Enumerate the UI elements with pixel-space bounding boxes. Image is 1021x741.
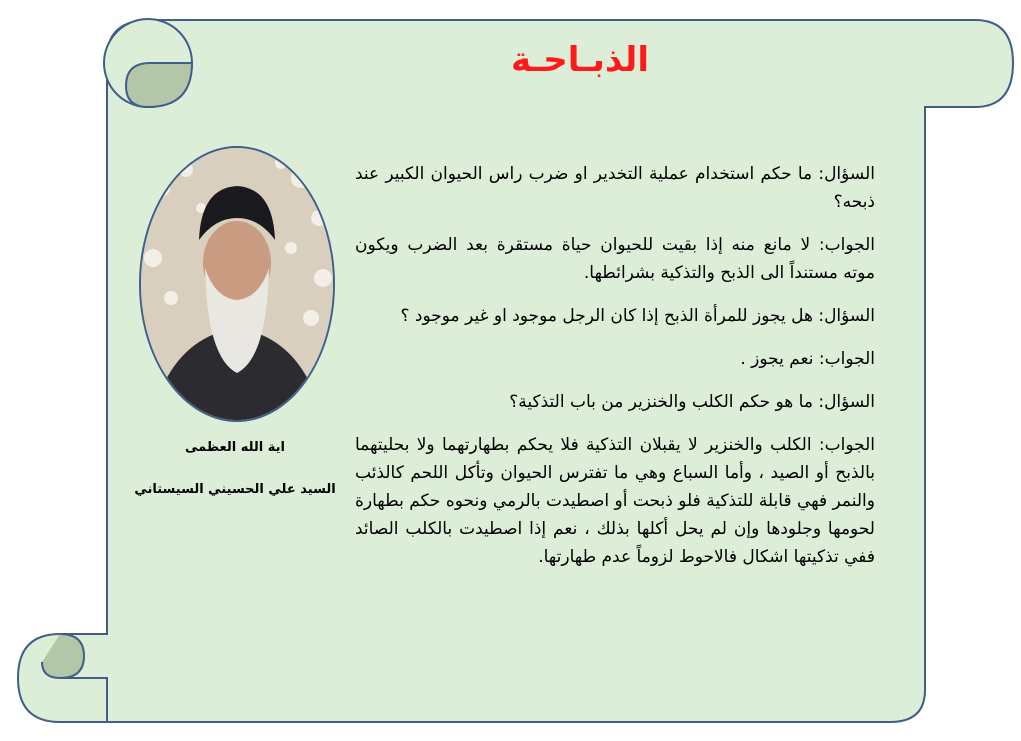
- page-title: الذبـاحـة: [511, 40, 649, 80]
- answer-3: الجواب: الكلب والخنزير لا يقبلان التذكية فلا يحكم بطهارتهما ولا بحليتهما بالذبح أو الصيد ، وأما السباع وهي ما تفترس الحيوان وتأكل اللحم كالذئب والنمر فهي قابلة للتذكية فلو ذبحت أو اصطيدت بالرمي ونحوه حكم بطهارة لحومها وجلودها وإن لم يحل أكلها بذلك ، نعم إذا اصطيدت بالكلب الصائد ففي تذكيتها اشكال فالاحوط لزوماً عدم طهارتها.: [355, 435, 875, 567]
- portrait-photo: [139, 146, 335, 422]
- question-1: السؤال: ما حكم استخدام عملية التخدير او ضرب راس الحيوان الكبير عند ذبحه؟: [355, 164, 875, 212]
- answer-1: الجواب: لا مانع منه إذا بقيت للحيوان حياة مستقرة بعد الضرب ويكون موته مستنداً الى الذبح والتذكية بشرائطها.: [355, 235, 875, 283]
- answer-2: الجواب: نعم يجوز .: [740, 349, 875, 369]
- question-3: السؤال: ما هو حكم الكلب والخنزير من باب التذكية؟: [509, 392, 875, 412]
- portrait-caption-name: السيد علي الحسيني السيستاني: [134, 482, 336, 497]
- qa-text-block: [355, 160, 875, 586]
- question-2: السؤال: هل يجوز للمرأة الذبح إذا كان الرجل موجود او غير موجود ؟: [400, 306, 875, 326]
- portrait-caption-title: اية الله العظمى: [184, 440, 285, 455]
